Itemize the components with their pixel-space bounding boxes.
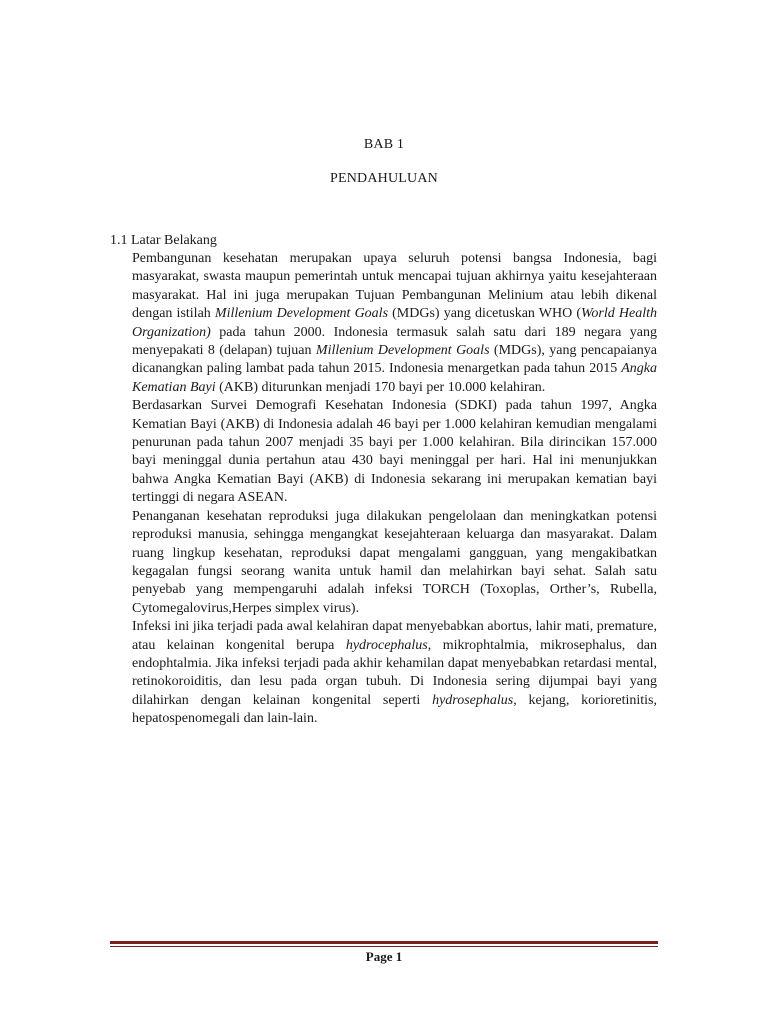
- italic-term: hydrosephalus: [432, 692, 514, 708]
- footer-rule-thick: [110, 941, 658, 944]
- text-run: (AKB) diturunkan menjadi 170 bayi per 10.000 kelahiran.: [215, 379, 546, 395]
- italic-term: Millenium Development Goals: [214, 306, 389, 322]
- paragraph: [132, 250, 657, 397]
- paragraph: [132, 397, 657, 507]
- text-run: Berdasarkan Survei Demografi Kesehatan Indonesia (SDKI) pada tahun 1997, Angka Kematian Bayi (AKB) di Indonesia adalah 46 bayi per 1.000 kelahiran kemudian mengalami penurunan pada tahun 2007 menjadi 35 bayi per 1.000 kelahiran. Bila dirincikan 157.000 bayi meninggal dunia pertahun atau 430 bayi meninggal per hari. Hal ini menunjukkan bahwa Angka Kematian Bayi (AKB) di Indonesia sekarang ini merupakan kematian bayi tertinggi di negara ASEAN.: [132, 398, 657, 506]
- text-run: Pembangunan kesehatan merupakan upaya seluruh potensi bangsa Indonesia, bagi masyarakat, swasta maupun pemerintah untuk mencapai tujuan akhirnya yaitu kesejahteraan masyarakat. Hal ini juga merupakan Tujuan Pembangunan Melinium atau lebih dikenal dengan istilah: [132, 251, 657, 322]
- chapter-heading: BAB 1: [363, 137, 405, 152]
- text-run: (MDGs), yang pencapaianya dicanangkan paling lambat pada tahun 2015. Indonesia menargetkan pada tahun 2015: [132, 343, 658, 377]
- text-run: (MDGs) yang dicetuskan WHO (: [388, 306, 582, 322]
- text-run: Penanganan kesehatan reproduksi juga dilakukan pengelolaan dan meningkatkan potensi reproduksi manusia, sehingga mengangkat kesejahteraan keluarga dan masyarakat. Dalam ruang lingkup kesehatan, reproduksi dapat mengalami gangguan, yang mengakibatkan kegagalan fungsi seorang wanita untuk hamil dan melahirkan bayi sehat. Salah satu penyebab yang mempengaruhi adalah infeksi TORCH (Toxoplas, Orther’s, Rubella, Cytomegalovirus,Herpes simplex virus).: [132, 508, 657, 616]
- body-text: [132, 250, 657, 729]
- document-title: PENDAHULUAN: [330, 171, 438, 186]
- italic-term: Millenium Development Goals: [315, 343, 490, 359]
- page-number: Page 1: [365, 949, 403, 964]
- italic-term: World Health Organization): [132, 306, 657, 340]
- paragraph: [132, 508, 657, 618]
- text-run: , kejang, korioretinitis, hepatospenomegali dan lain-lain.: [132, 692, 657, 727]
- text-run: , mikrophtalmia, mikrosephalus, dan endophtalmia. Jika infeksi terjadi pada akhir kehamilan dapat menyebabkan retardasi mental, retinokoroiditis, dan lesu pada organ tubuh. Di Indonesia sering dijumpai bayi yang dilahirkan dengan kelainan kongenital seperti: [132, 637, 657, 708]
- text-run: pada tahun 2000. Indonesia termasuk salah satu dari 189 negara yang menyepakati 8 (delapan) tujuan: [132, 324, 657, 359]
- paragraph: [132, 618, 657, 728]
- section-title: 1.1 Latar Belakang: [110, 233, 217, 248]
- italic-term: hydrocephalus: [345, 637, 428, 653]
- footer-rule-thin: [110, 946, 658, 947]
- italic-term: Angka Kematian Bayi: [132, 361, 657, 395]
- text-run: Infeksi ini jika terjadi pada awal kelahiran dapat menyebabkan abortus, lahir mati, premature, atau kelainan kongenital berupa: [132, 619, 657, 653]
